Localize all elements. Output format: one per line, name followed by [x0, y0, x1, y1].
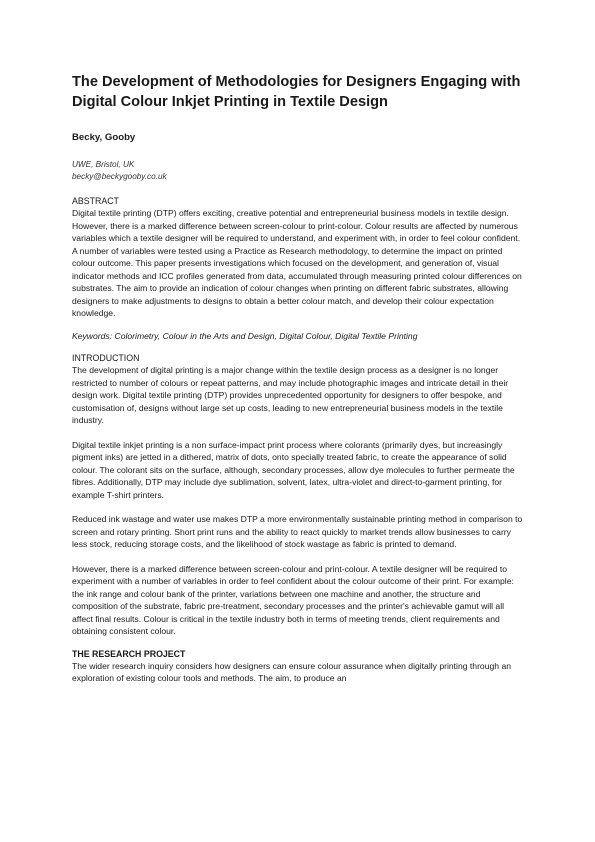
paper-page [72, 72, 524, 685]
author-name: Becky, Gooby [72, 132, 136, 143]
research-paragraph-1: The wider research inquiry considers how designers can ensure colour assurance when digitally printing through an exploration of existing colour tools and methods. The aim, to produce an [72, 660, 511, 683]
affiliation-block [72, 159, 524, 183]
paper-title [72, 72, 524, 112]
intro-paragraph-2: Digital textile inkjet printing is a non surface-impact print process where colorants (primarily dyes, but increasingly pigment inks) are jetted in a dithered, matrix of dots, onto specially treated fabric, to create the appearance of solid colour. The colorant sits on the surface, although, secondary processes, allow dye molecules to further permeate the fibres. Additionally, DTP may include dye sublimation, solvent, latex, ultra-violet and direct-to-garment printing, for example T-shirt printers. [72, 439, 515, 500]
intro-paragraph-3: Reduced ink wastage and water use makes DTP a more environmentally sustainable printing method in comparison to screen and rotary printing. Short print runs and the ability to react quickly to market trends allow businesses to carry less stock, reducing storage costs, and the likelihood of stock wastage as fabric is printed to demand. [72, 514, 523, 549]
keywords: Keywords: Colorimetry, Colour in the Arts and Design, Digital Colour, Digital Textile Printing [72, 330, 418, 341]
research-project-heading: THE RESEARCH PROJECT [72, 648, 186, 659]
paper-title-line2: Digital Colour Inkjet Printing in Textile Design [72, 94, 388, 110]
intro-paragraph-4: However, there is a marked difference between screen-colour and print-colour. A textile designer will be required to experiment with a number of variables in order to feel confident about the colour outcome of their print. For example: the ink range and colour bank of the printer, variations between one machine and another, the structure and composition of the substrate, fabric pre-treatment, secondary processes and the printer's achievable gamut will all affect final results. Colour is critical in the textile industry both in terms of meeting trends, client requirements and obtaining consistent colour. [72, 563, 514, 636]
abstract-text: Digital textile printing (DTP) offers exciting, creative potential and entrepreneurial business models in textile design. However, there is a marked difference between screen-colour to print-colour. Colour results are affected by numerous variables which a textile designer will be required to understand, and experiment with, in order to feel colour confident. A number of variables were tested using a Practice as Research methodology, to determine the impact on printed colour outcome. This paper presents investigations which focused on the development, and generation of, visual indicator methods and ICC profiles generated from data, accumulated through measuring printed colour differences on substrates. The aim to provide an indication of colour changes when printing on different fabric substrates, allowing designers to make adjustments to designs to obtain a better colour match, and develop their colour expectation knowledge. [72, 208, 522, 318]
abstract-heading: ABSTRACT [72, 196, 119, 206]
introduction-heading: INTRODUCTION [72, 353, 140, 363]
intro-paragraph-1: The development of digital printing is a major change within the textile design process as a designer is no longer restricted to number of colours or repeat patterns, and may include photographic images and intricate detail in their design work. Digital textile printing (DTP) provides unprecedented opportunity for designers to offer bespoke, and customisation of, designs without large set up costs, leading to new entrepreneurial business models in the textile industry. [72, 365, 509, 425]
paper-title-line1: The Development of Methodologies for Designers Engaging with [72, 74, 521, 90]
author-email: becky@beckygooby.co.uk [72, 172, 167, 181]
affiliation: UWE, Bristol, UK [72, 160, 135, 169]
